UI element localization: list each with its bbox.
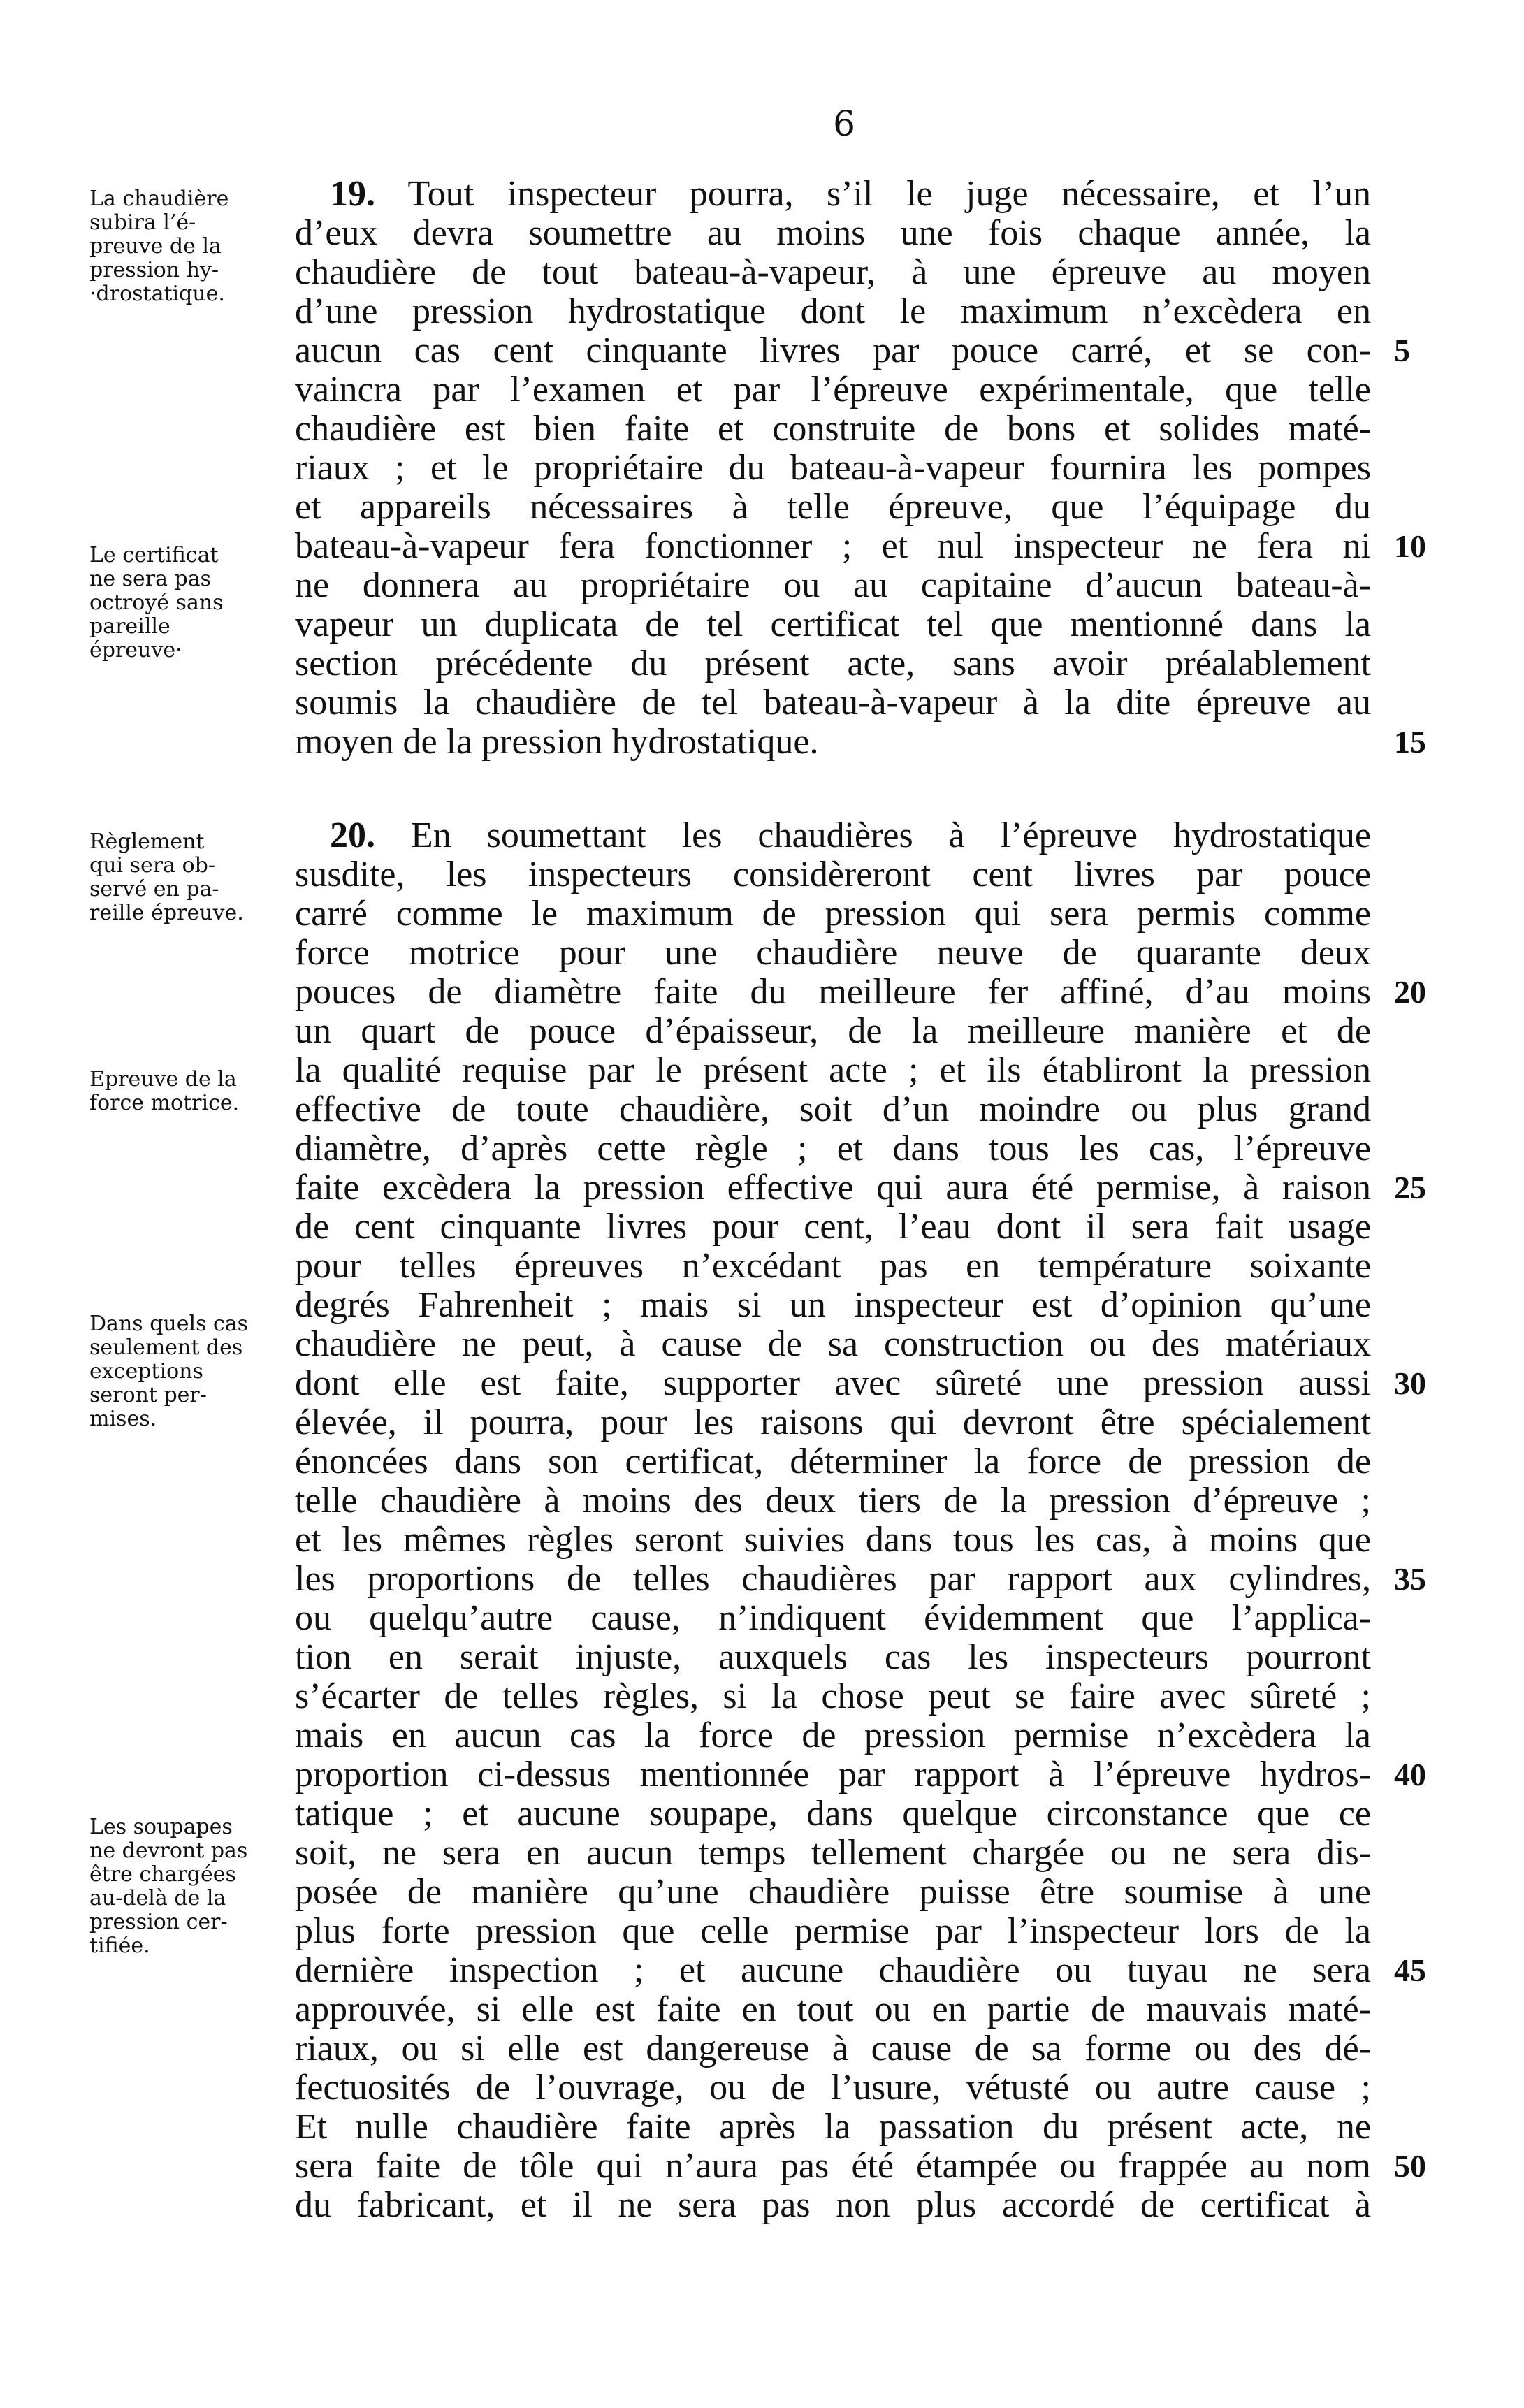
text-line: force motrice pour une chaudière neuve de quarante deux — [295, 933, 1371, 973]
page-number: 6 — [833, 103, 855, 144]
text-line: aucun cas cent cinquante livres par pouce carré, et se con- — [295, 331, 1371, 370]
section-number: 20. — [330, 815, 375, 855]
text-line: telle chaudière à moins des deux tiers de la pression d’épreuve ; — [295, 1481, 1371, 1521]
text-line: pour telles épreuves n’excédant pas en température soixante — [295, 1246, 1371, 1286]
line-number: 35 — [1394, 1561, 1426, 1597]
text-line: tion en serait injuste, auxquels cas les inspecteurs pourront — [295, 1637, 1371, 1677]
text-line: degrés Fahrenheit ; mais si un inspecteur est d’opinion qu’une — [295, 1285, 1371, 1325]
text-line: ou quelqu’autre cause, n’indiquent évidemment que l’applica- — [295, 1598, 1371, 1638]
margin-note-regulation: Règlement qui sera ob- servé en pa- reille épreuve. — [89, 829, 244, 925]
line-number: 10 — [1394, 528, 1426, 564]
line-number: 15 — [1394, 724, 1426, 760]
text-line: élevée, il pourra, pour les raisons qui devront être spécialement — [295, 1402, 1371, 1442]
text-line: Et nulle chaudière faite après la passation du présent acte, ne — [295, 2107, 1371, 2147]
text-line: énoncées dans son certificat, déterminer la force de pression de — [295, 1442, 1371, 1481]
text-line: soit, ne sera en aucun temps tellement chargée ou ne sera dis- — [295, 1833, 1371, 1873]
text-line: susdite, les inspecteurs considèreront cent livres par pouce — [295, 855, 1371, 894]
text-line: mais en aucun cas la force de pression permise n’excèdera la — [295, 1716, 1371, 1755]
text-line: ne donnera au propriétaire ou au capitaine d’aucun bateau-à- — [295, 565, 1371, 605]
text-line: vaincra par l’examen et par l’épreuve expérimentale, que telle — [295, 370, 1371, 409]
text-line: vapeur un duplicata de tel certificat tel que mentionné dans la — [295, 604, 1371, 644]
line-number: 20 — [1394, 974, 1426, 1010]
text-line: tatique ; et aucune soupape, dans quelque circonstance que ce — [295, 1794, 1371, 1834]
line-number: 30 — [1394, 1365, 1426, 1401]
section-20 — [295, 816, 1371, 2225]
margin-note-hydrostatic-test: La chaudière subira l’é- preuve de la pression hy- ·drostatique. — [89, 187, 229, 306]
text-line: dont elle est faite, supporter avec sûreté une pression aussi — [295, 1363, 1371, 1403]
text-line: 19. Tout inspecteur pourra, s’il le juge nécessaire, et l’un — [330, 174, 1371, 214]
text-line: faite excèdera la pression effective qui aura été permise, à raison — [295, 1168, 1371, 1207]
text-line: riaux, ou si elle est dangereuse à cause de sa forme ou des dé- — [295, 2029, 1371, 2068]
text-line: 20. En soumettant les chaudières à l’épreuve hydrostatique — [330, 815, 1371, 855]
margin-note-valves: Les soupapes ne devront pas être chargées au-delà de la pression cer- tifiée. — [89, 1815, 248, 1958]
text-line: riaux ; et le propriétaire du bateau-à-vapeur fournira les pompes — [295, 448, 1371, 488]
margin-note-exceptions: Dans quels cas seulement des exceptions seront per- mises. — [89, 1312, 249, 1431]
text-line: sera faite de tôle qui n’aura pas été étampée ou frappée au nom — [295, 2146, 1371, 2186]
text-line: d’une pression hydrostatique dont le maximum n’excèdera en — [295, 291, 1371, 331]
text-line: effective de toute chaudière, soit d’un moindre ou plus grand — [295, 1089, 1371, 1129]
text-line: du fabricant, et il ne sera pas non plus accordé de certificat à — [295, 2185, 1371, 2225]
margin-note-motive-force: Epreuve de la force motrice. — [89, 1067, 240, 1115]
line-number: 25 — [1394, 1170, 1426, 1205]
text-line: pouces de diamètre faite du meilleure fer affiné, d’au moins — [295, 972, 1371, 1012]
text-line: et appareils nécessaires à telle épreuve, que l’équipage du — [295, 487, 1371, 527]
text-line: chaudière est bien faite et construite de bons et solides maté- — [295, 409, 1371, 449]
text-line: chaudière ne peut, à cause de sa construction ou des matériaux — [295, 1324, 1371, 1364]
line-number: 50 — [1394, 2148, 1426, 2184]
text-line: posée de manière qu’une chaudière puisse être soumise à une — [295, 1872, 1371, 1912]
text-line: approuvée, si elle est faite en tout ou en partie de mauvais maté- — [295, 1989, 1371, 2029]
text-line: et les mêmes règles seront suivies dans tous les cas, à moins que — [295, 1520, 1371, 1560]
text-line: soumis la chaudière de tel bateau-à-vapeur à la dite épreuve au — [295, 683, 1371, 723]
margin-note-certificate: Le certificat ne sera pas octroyé sans pareille épreuve· — [89, 543, 224, 662]
text-line: un quart de pouce d’épaisseur, de la meilleure manière et de — [295, 1011, 1371, 1051]
text-line: de cent cinquante livres pour cent, l’eau dont il sera fait usage — [295, 1207, 1371, 1247]
text-line: diamètre, d’après cette règle ; et dans tous les cas, l’épreuve — [295, 1129, 1371, 1168]
text-line: plus forte pression que celle permise par l’inspecteur lors de la — [295, 1911, 1371, 1951]
line-number: 40 — [1394, 1757, 1426, 1792]
section-number: 19. — [330, 174, 375, 214]
line-number: 45 — [1394, 1952, 1426, 1988]
text-line: fectuosités de l’ouvrage, ou de l’usure, vétusté ou autre cause ; — [295, 2068, 1371, 2108]
section-19 — [295, 175, 1371, 762]
text-line: moyen de la pression hydrostatique. — [295, 722, 819, 762]
text-line: d’eux devra soumettre au moins une fois chaque année, la — [295, 213, 1371, 253]
text-line: la qualité requise par le présent acte ; et ils établiront la pression — [295, 1050, 1371, 1090]
text-line: s’écarter de telles règles, si la chose peut se faire avec sûreté ; — [295, 1676, 1371, 1716]
text-line: bateau-à-vapeur fera fonctionner ; et nul inspecteur ne fera ni — [295, 526, 1371, 566]
line-number: 5 — [1394, 333, 1410, 368]
text-line: proportion ci-dessus mentionnée par rapport à l’épreuve hydros- — [295, 1755, 1371, 1794]
text-line: les proportions de telles chaudières par rapport aux cylindres, — [295, 1559, 1371, 1599]
text-line: chaudière de tout bateau-à-vapeur, à une épreuve au moyen — [295, 252, 1371, 292]
text-line: dernière inspection ; et aucune chaudière ou tuyau ne sera — [295, 1950, 1371, 1990]
text-line: carré comme le maximum de pression qui sera permis comme — [295, 894, 1371, 934]
text-line: section précédente du présent acte, sans avoir préalablement — [295, 644, 1371, 683]
